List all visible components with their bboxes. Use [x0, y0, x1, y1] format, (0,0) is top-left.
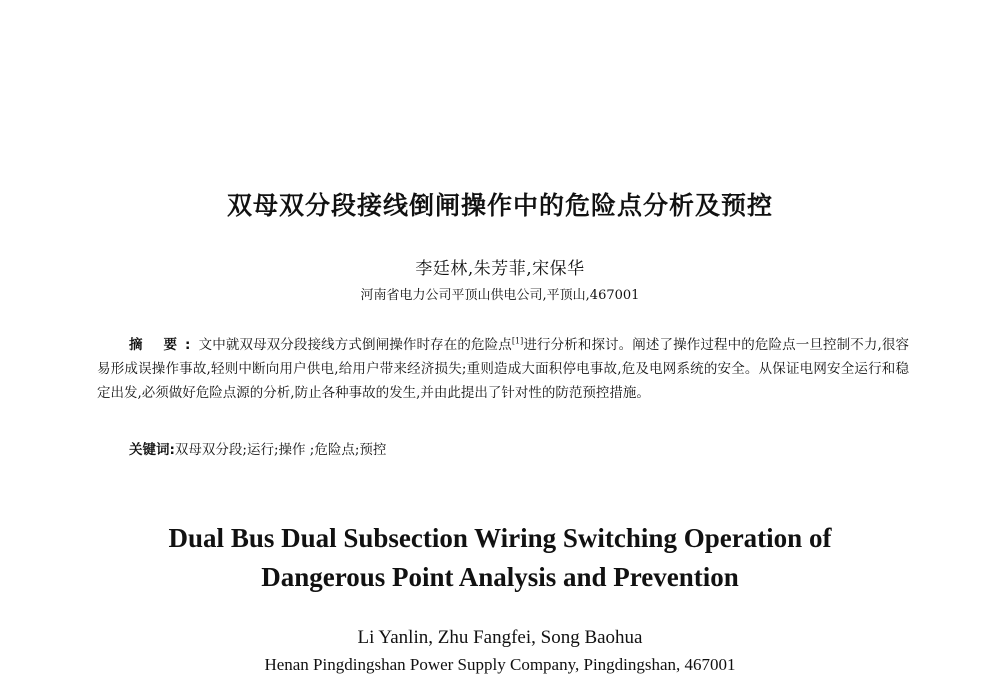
english-authors: Li Yanlin, Zhu Fangfei, Song Baohua: [357, 627, 643, 648]
keywords-text: 双母双分段;运行;操作 ;危险点;预控: [174, 442, 387, 458]
abstract-paragraph: [97, 333, 909, 405]
english-title-line-1: Dual Bus Dual Subsection Wiring Switching Operation of: [168, 523, 832, 553]
chinese-affiliation: 河南省电力公司平顶山供电公司,平顶山,467001: [360, 288, 640, 303]
abstract-text-start: 文中就双母双分段接线方式倒闸操作时存在的危险点: [198, 337, 512, 353]
english-title: [0, 519, 1000, 597]
chinese-authors: 李廷林,朱芳菲,宋保华: [415, 259, 585, 279]
english-affiliation: Henan Pingdingshan Power Supply Company, Pingdingshan, 467001: [264, 655, 736, 674]
english-title-line-2: Dangerous Point Analysis and Prevention: [261, 562, 739, 592]
keywords-label: 关键词:: [129, 442, 175, 458]
abstract-label: 摘 要:: [129, 337, 199, 353]
abstract-text-rest: 进行分析和探讨。阐述了操作过程中的危险点一旦控制不力,很容易形成误操作事故,轻则中断向用户供电,给用户带来经济损失;重则造成大面积停电事故,危及电网系统的安全。从保证电网安全运行和稳定出发,必须做好危险点源的分析,防止各种事故的发生,并由此提出了针对性的防范预控措施。: [97, 337, 910, 401]
chinese-title: 双母双分段接线倒闸操作中的危险点分析及预控: [226, 191, 773, 220]
keywords-line: [129, 438, 909, 462]
citation-marker: [1]: [511, 336, 524, 346]
